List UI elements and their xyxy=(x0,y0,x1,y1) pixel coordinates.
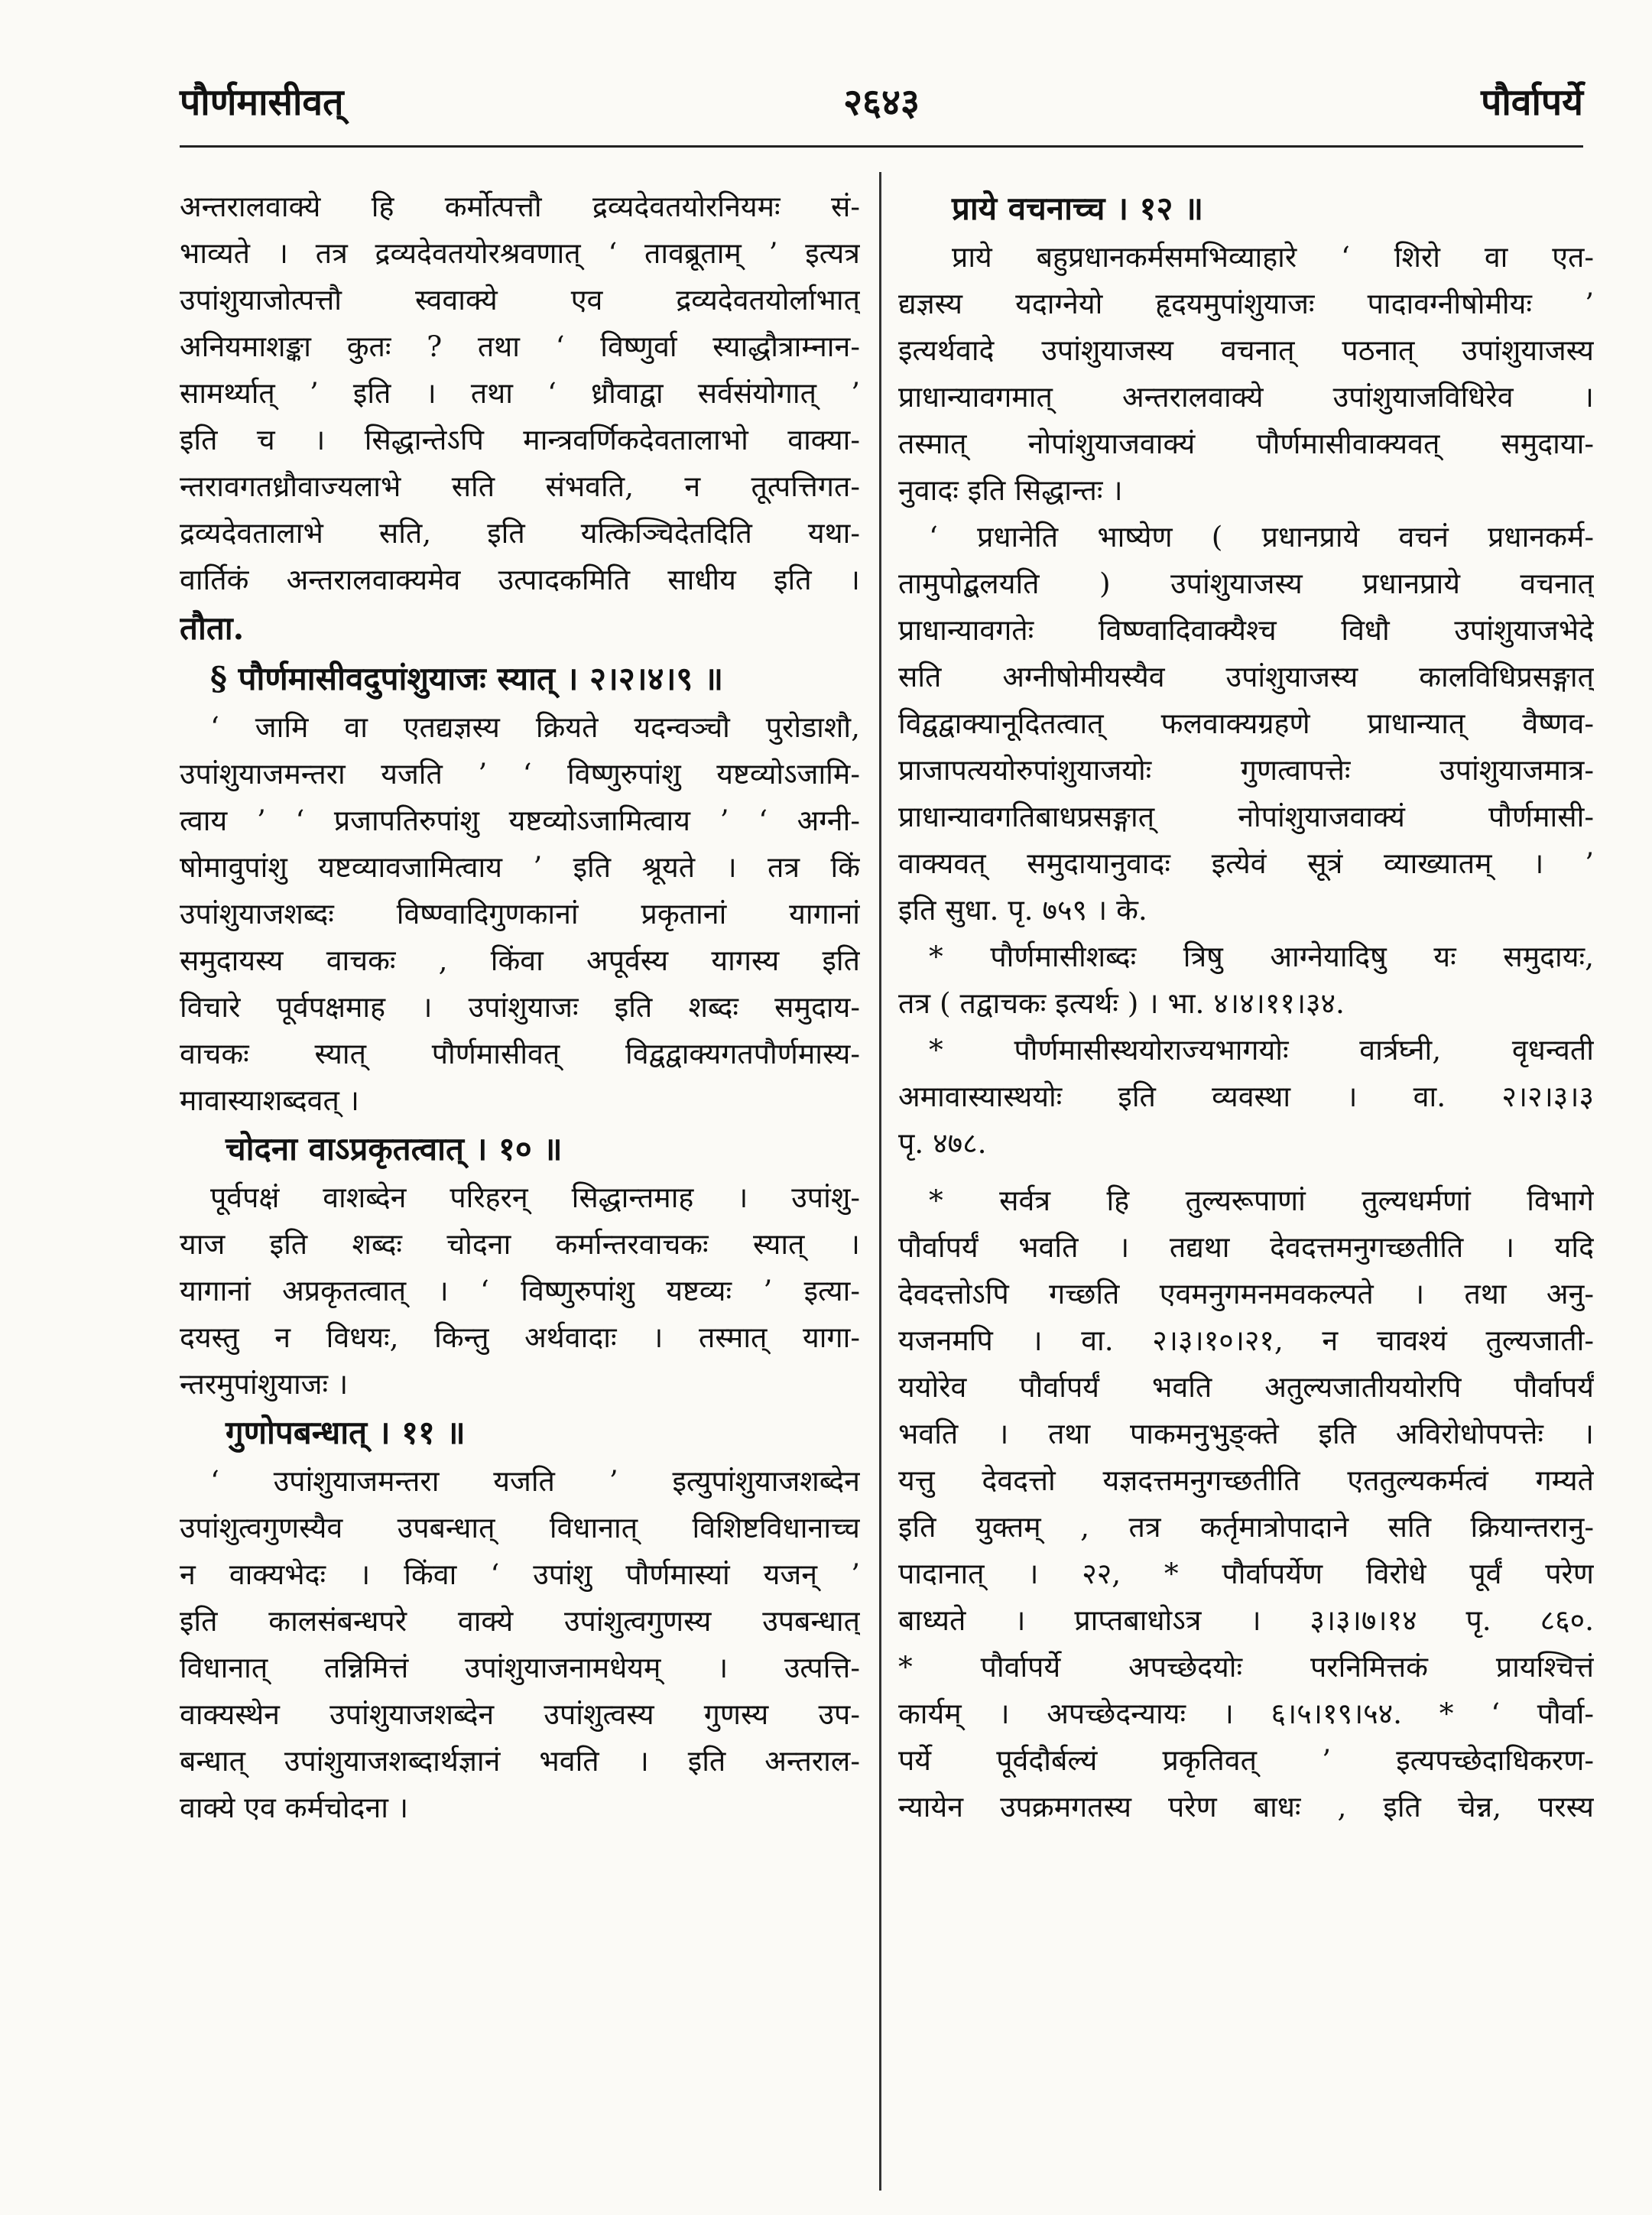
text-line: ययोरेव पौर्वापर्यं भवति अतुल्यजातीययोरपि पौर्वापर्यं xyxy=(898,1370,1594,1404)
text-line: समुदायस्य वाचकः , किंवा अपूर्वस्य यागस्य इति xyxy=(180,943,860,977)
text-line: न्तरावगतध्रौवाज्यलाभे सति संभवति, न तूत्पत्तिगत- xyxy=(180,469,860,503)
text-line: सति अग्नीषोमीयस्यैव उपांशुयाजस्य कालविधिप्रसङ्गात् xyxy=(898,660,1594,693)
text-line: ‘ प्रधानेति भाष्येण ( प्रधानप्राये वचनं प्रधानकर्म- xyxy=(929,520,1594,554)
text-line: यत्तु देवदत्तो यज्ञदत्तमनुगच्छतीति एततुल्यकर्मत्वं गम्यते xyxy=(898,1463,1594,1497)
text-line: उपांशुत्वगुणस्यैव उपबन्धात् विधानात् विशिष्टविधानाच्च xyxy=(180,1511,860,1544)
text-line: यागानां अप्रकृतत्वात् । ‘ विष्णुरुपांशु यष्टव्यः ’ इत्या- xyxy=(180,1274,860,1307)
entry-line: * सर्वत्र हि तुल्यरूपाणां तुल्यधर्मणां विभागे xyxy=(929,1184,1594,1217)
text-line: पूर्वपक्षं वाशब्देन परिहरन् सिद्धान्तमाह । उपांशु- xyxy=(210,1181,860,1214)
text-line: प्राधान्यावगमात् अन्तरालवाक्ये उपांशुयाजविधिरेव । xyxy=(898,380,1594,414)
text-line: इति युक्तम् , तत्र कर्तृमात्रोपादाने सति क्रियान्तरानु- xyxy=(898,1510,1594,1544)
text-line: दयस्तु न विधयः, किन्तु अर्थवादाः । तस्मात् यागा- xyxy=(180,1320,860,1354)
text-line: सामर्थ्यात् ’ इति । तथा ‘ ध्रौवाद्वा सर्वसंयोगात् ’ xyxy=(180,376,860,410)
text-line: भाव्यते । तत्र द्रव्यदेवतयोरश्रवणात् ‘ तावब्रूताम् ’ इत्यत्र xyxy=(180,236,860,270)
text-line: तामुपोद्बलयति ) उपांशुयाजस्य प्रधानप्राये वचनात् xyxy=(898,567,1594,600)
entry-line: * पौर्वापर्ये अपच्छेदयोः परनिमित्तकं प्रायश्चित्तं xyxy=(898,1650,1594,1684)
entry-line: * पौर्णमासीशब्दः त्रिषु आग्नेयादिषु यः समुदायः, xyxy=(929,940,1594,973)
text-line: यजनमपि । वा. २।३।१०।२१, न चावश्यं तुल्यजाती- xyxy=(898,1323,1594,1357)
text-line: उपांशुयाजोत्पत्तौ स्ववाक्ये एव द्रव्यदेवतयोर्लाभात् xyxy=(180,283,860,317)
text-line: कार्यम् । अपच्छेदन्यायः । ६।५।१९।५४. * ‘ पौर्वा- xyxy=(898,1697,1594,1730)
text-line: अमावास्यास्थयोः इति व्यवस्था । वा. २।२।३।३ xyxy=(898,1080,1594,1113)
text-line: वाचकः स्यात् पौर्णमासीवत् विद्वद्वाक्यगतपौर्णमास्य- xyxy=(180,1037,860,1070)
header-right-title: पौर्वापर्ये xyxy=(1481,81,1583,124)
text-line: इति सुधा. पृ. ७५९ । के. xyxy=(898,893,1147,927)
text-line: विधानात् तन्निमित्तं उपांशुयाजनामधेयम् । उत्पत्ति- xyxy=(180,1651,860,1684)
sutra-heading: गुणोपबन्धात् । ११ ॥ xyxy=(226,1414,466,1451)
text-line: बन्धात् उपांशुयाजशब्दार्थज्ञानं भवति । इति अन्तराल- xyxy=(180,1744,860,1778)
text-line: न वाक्यभेदः । किंवा ‘ उपांशु पौर्णमास्यां यजन् ’ xyxy=(180,1557,860,1591)
text-line: पृ. ४७८. xyxy=(898,1126,987,1160)
text-line: न्यायेन उपक्रमगतस्य परेण बाधः , इति चेन्न, परस्य xyxy=(898,1790,1594,1824)
sutra-heading: चोदना वाऽप्रकृतत्वात् । १० ॥ xyxy=(226,1130,563,1168)
text-line: विद्वद्वाक्यानूदितत्वात् फलवाक्यग्रहणे प्राधान्यात् वैष्णव- xyxy=(898,706,1594,740)
running-header xyxy=(180,76,1583,138)
text-line: द्यज्ञस्य यदाग्नेयो हृदयमुपांशुयाजः पादावग्नीषोमीयः ’ xyxy=(898,287,1594,320)
text-line: वाक्ये एव कर्मचोदना । xyxy=(180,1791,409,1824)
header-rule xyxy=(180,145,1583,148)
text-line: द्रव्यदेवतालाभे सति, इति यत्किञ्चिदेतदिति यथा- xyxy=(180,516,860,550)
text-line: बाध्यते । प्राप्तबाधोऽत्र । ३।३।७।१४ पृ. ८६०. xyxy=(898,1603,1594,1637)
text-line: तत्र ( तद्वाचकः इत्यर्थः ) । भा. ४।४।११।३४. xyxy=(898,986,1345,1020)
text-line: भवति । तथा पाकमनुभुङ्क्ते इति अविरोधोपपत्तेः । xyxy=(898,1417,1594,1450)
text-line: तस्मात् नोपांशुयाजवाक्यं पौर्णमासीवाक्यवत् समुदाया- xyxy=(898,427,1594,460)
text-line: अनियमाशङ्का कुतः ? तथा ‘ विष्णुर्वा स्याद्धौत्राम्नान- xyxy=(180,330,860,363)
page-number: २६४३ xyxy=(843,81,920,124)
text-line: विचारे पूर्वपक्षमाह । उपांशुयाजः इति शब्दः समुदाय- xyxy=(180,990,860,1024)
text-line: अन्तरालवाक्ये हि कर्मोत्पत्तौ द्रव्यदेवतयोरनियमः सं- xyxy=(180,190,860,223)
text-line: प्राधान्यावगतेः विष्ण्वादिवाक्यैश्च विधौ उपांशुयाजभेदे xyxy=(898,613,1594,647)
text-line: ‘ उपांशुयाजमन्तरा यजति ’ इत्युपांशुयाजशब्देन xyxy=(210,1464,860,1498)
entry-line: * पौर्णमासीस्थयोराज्यभागयोः वार्त्रघ्नी, वृधन्वती xyxy=(929,1033,1594,1067)
text-line: पादानात् । २२, * पौर्वापर्येण विरोधे पूर्वं परेण xyxy=(898,1557,1594,1590)
text-line: ‘ जामि वा एतद्यज्ञस्य क्रियते यदन्वञ्चौ पुरोडाशौ, xyxy=(210,710,860,744)
sutra-heading: प्राये वचनाच्च । १२ ॥ xyxy=(952,190,1204,227)
text-line: वाक्यस्थेन उपांशुयाजशब्देन उपांशुत्वस्य गुणस्य उप- xyxy=(180,1697,860,1731)
source-tag: तौता. xyxy=(180,609,245,647)
text-line: न्तरमुपांशुयाजः । xyxy=(180,1367,349,1401)
text-line: प्राधान्यावगतिबाधप्रसङ्गात् नोपांशुयाजवाक्यं पौर्णमासी- xyxy=(898,800,1594,833)
text-line: उपांशुयाजमन्तरा यजति ’ ‘ विष्णुरुपांशु यष्टव्योऽजामि- xyxy=(180,757,860,791)
text-line: प्राये बहुप्रधानकर्मसमभिव्याहारे ‘ शिरो वा एत- xyxy=(952,240,1594,274)
sutra-heading: § पौर्णमासीवदुपांशुयाजः स्यात् । २।२।४।९ ॥ xyxy=(210,660,723,697)
text-line: प्राजापत्ययोरुपांशुयाजयोः गुणत्वापत्तेः उपांशुयाजमात्र- xyxy=(898,753,1594,787)
text-line: वाक्यवत् समुदायानुवादः इत्येवं सूत्रं व्याख्यातम् । ’ xyxy=(898,846,1594,880)
text-line: नुवादः इति सिद्धान्तः । xyxy=(898,473,1123,507)
text-line: इति च । सिद्धान्तेऽपि मान्त्रवर्णिकदेवतालाभो वाक्या- xyxy=(180,423,860,456)
text-line: इति कालसंबन्धपरे वाक्ये उपांशुत्वगुणस्य उपबन्धात् xyxy=(180,1604,860,1638)
text-line: मावास्याशब्दवत् । xyxy=(180,1083,360,1117)
text-line: वार्तिकं अन्तरालवाक्यमेव उत्पादकमिति साधीय इति । xyxy=(180,563,860,596)
header-left-title: पौर्णमासीवत् xyxy=(180,81,344,124)
text-line: याज इति शब्दः चोदना कर्मान्तरवाचकः स्यात् । xyxy=(180,1227,860,1261)
column-divider xyxy=(879,172,881,2191)
spacer xyxy=(898,1167,1594,1177)
text-line: पौर्वापर्यं भवति । तद्यथा देवदत्तमनुगच्छतीति । यदि xyxy=(898,1230,1594,1264)
right-column xyxy=(898,184,1594,1830)
text-line: षोमावुपांशु यष्टव्यावजामित्वाय ’ इति श्रूयते । तत्र किं xyxy=(180,850,860,884)
left-column xyxy=(180,184,860,1831)
text-line: पर्ये पूर्वदौर्बल्यं प्रकृतिवत् ’ इत्यपच्छेदाधिकरण- xyxy=(898,1743,1594,1777)
text-line: देवदत्तोऽपि गच्छति एवमनुगमनमवकल्पते । तथा अनु- xyxy=(898,1277,1594,1310)
text-line: इत्यर्थवादे उपांशुयाजस्य वचनात् पठनात् उपांशुयाजस्य xyxy=(898,333,1594,367)
text-line: त्वाय ’ ‘ प्रजापतिरुपांशु यष्टव्योऽजामित्वाय ’ ‘ अग्नी- xyxy=(180,804,860,837)
text-line: उपांशुयाजशब्दः विष्ण्वादिगुणकानां प्रकृतानां यागानां xyxy=(180,897,860,930)
